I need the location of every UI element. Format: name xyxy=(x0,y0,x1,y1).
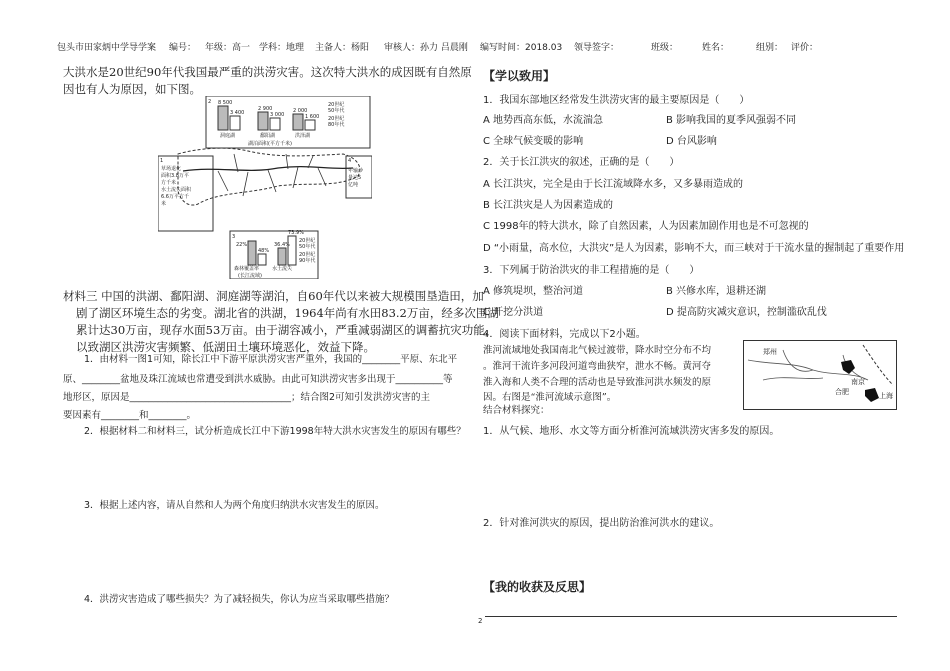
rq1-option-c: C 全球气候变暖的影响 xyxy=(483,136,584,147)
cap-bottom-0: 森林覆盖率 xyxy=(234,266,260,272)
val-top-4: 2 000 xyxy=(293,108,308,114)
val-bottom-0: 73.9% xyxy=(288,230,304,236)
huai-explore: 结合材料探究： xyxy=(483,405,550,416)
legend-bottom-1: 50年代 xyxy=(299,244,316,250)
rq2-option-c: C 1998年的特大洪水，除了自然因素，人为因素加剧作用也是不可忽视的 xyxy=(483,221,809,232)
box1-text-5: 米 xyxy=(161,201,167,207)
question-2: 2．根据材料二和材料三，试分析造成长江中下游1998年特大洪水灾害发生的原因有哪些？ xyxy=(84,426,466,437)
question-1-line-2: 原、________盆地及珠江流域也常遭受到洪水威胁。由此可知洪涝灾害多出现于__________等 xyxy=(63,374,453,385)
question-1-line-4: 要因素有________和________。 xyxy=(63,410,197,421)
cap-bottom-1: 水土流失 xyxy=(272,266,293,272)
huai-river-map xyxy=(743,340,897,410)
page-number: 2 xyxy=(478,617,483,625)
rq1-stem: 1．我国东部地区经常发生洪涝灾害的最主要原因是（ ） xyxy=(483,95,750,106)
box4-text-2: 亿吨 xyxy=(348,182,359,188)
subject: 学科：地理 xyxy=(259,43,305,53)
section-reflection-title: 【我的收获及反思】 xyxy=(483,580,592,594)
box1-text-1: 面积3.8万平 xyxy=(161,173,189,179)
rq2-stem: 2．关于长江洪灾的叙述，正确的是（ ） xyxy=(483,157,680,168)
rq2-option-d: D “小雨量，高水位，大洪灾”是人为因素，影响不大，而三峡对于干流水量的握制起了重要作用 xyxy=(483,243,905,254)
legend-top-1: 50年代 xyxy=(328,108,345,114)
legend-top-2: 20世纪 xyxy=(328,116,345,122)
map-city-zhengzhou: 郑州 xyxy=(763,348,777,356)
box3-label: 3 xyxy=(232,234,236,240)
val-top-5: 1 600 xyxy=(305,114,320,120)
rq3-option-d: D 提高防灾减灾意识，控制滥砍乱伐 xyxy=(666,307,827,318)
box1-text-2: 方千米 xyxy=(161,180,177,186)
rq3-stem: 3．下列属于防治洪灾的非工程措施的是（ ） xyxy=(483,265,700,276)
val-top-0: 8 500 xyxy=(218,100,233,106)
huai-text-2: 。淮河干流许多河段河道弯曲狭窄，泄水不畅。黄河夺 xyxy=(483,361,712,372)
rq1-option-a: A 地势西高东低，水流湍急 xyxy=(483,115,604,126)
question-3: 3．根据上述内容，请从自然和人为两个角度归纳洪水灾害发生的原因。 xyxy=(84,500,385,511)
name-field: 姓名： xyxy=(702,43,730,53)
huai-question-1: 1．从气候、地形、水文等方面分析淮河流域洪涝灾害多发的原因。 xyxy=(483,426,780,437)
cap-top-0: 洞庭湖 xyxy=(220,133,236,139)
class-field: 班级： xyxy=(651,43,679,53)
val-bottom-1: 36.4% xyxy=(274,242,290,248)
material3-line-1: 材料三 中国的洪湖、鄱阳湖、洞庭湖等湖泊，自60年代以来被大规模围垦造田，加 xyxy=(63,289,484,303)
rq1-option-b: B 影响我国的夏季风强弱不同 xyxy=(666,115,797,126)
school-name: 包头市田家炳中学导学案 xyxy=(57,43,157,53)
huai-text-3: 淮入海和人类不合理的活动也是导致淮河洪水频发的原 xyxy=(483,377,712,388)
val-top-2: 2 900 xyxy=(258,106,273,112)
box4-text-1: 量达5 xyxy=(348,175,362,181)
rq3-option-a: A 修筑堤坝，整治河道 xyxy=(483,286,584,297)
box1-text-3: 水土流失面积 xyxy=(161,187,192,193)
map-city-nanjing: 南京 xyxy=(851,378,865,386)
box1-label: 1 xyxy=(160,158,164,164)
cap-bottom-2: (长江流域) xyxy=(238,273,262,279)
group-field: 组别： xyxy=(756,43,784,53)
date: 编写时间：2018.03 xyxy=(480,43,563,53)
cap-top-1: 鄱阳湖 xyxy=(260,133,276,139)
leader-sign: 领导签字： xyxy=(574,43,620,53)
val-bottom-2: 22% xyxy=(236,242,248,248)
box4-text-0: 年输沙 xyxy=(348,168,364,174)
map-city-hefei: 合肥 xyxy=(835,388,849,396)
rq3-option-c: C 开挖分洪道 xyxy=(483,307,544,318)
section-apply-title: 【学以致用】 xyxy=(483,69,556,83)
reflection-answer-line[interactable] xyxy=(485,616,897,617)
material3-line-3: 累计达30万亩，现存水面53万亩。由于湖容减小，严重减弱湖区的调蓄抗灾功能， xyxy=(76,323,497,337)
yangtze-flood-figure xyxy=(158,96,372,279)
rq2-option-b: B 长江洪灾是人为因素造成的 xyxy=(483,200,614,211)
question-1-line-1: 1．由材料一图1可知，除长江中下游平原洪涝灾害严重外，我国的________平原、东北平 xyxy=(84,354,458,365)
legend-bottom-3: 90年代 xyxy=(299,258,316,264)
legend-bottom-0: 20世纪 xyxy=(299,238,316,244)
val-top-3: 3 000 xyxy=(270,112,285,118)
box2-label: 2 xyxy=(208,99,212,105)
huai-text-1: 淮河流域地处我国南北气候过渡带，降水时空分布不均 xyxy=(483,345,712,356)
huai-question-2: 2．针对淮河洪灾的原因，提出防治淮河洪水的建议。 xyxy=(483,518,720,529)
grade: 年级：高一 xyxy=(205,43,251,53)
intro-line-1: 大洪水是20世纪90年代我国最严重的洪涝灾害。这次特大洪水的成因既有自然原 xyxy=(63,65,472,79)
intro-line-2: 因也有人为原因，如下图。 xyxy=(63,82,201,96)
huai-text-4: 因。右图是“淮河流域示意图”。 xyxy=(483,392,617,403)
eval-field: 评价： xyxy=(791,43,819,53)
val-top-1: 3 400 xyxy=(230,110,245,116)
question-4: 4．洪涝灾害造成了哪些损失？为了减轻损失，你认为应当采取哪些措施？ xyxy=(84,594,395,605)
cap-top-2: 洪泽湖 xyxy=(295,133,311,139)
area-caption: 湖泊面积(平方千米) xyxy=(248,141,292,147)
rq1-option-d: D 台风影响 xyxy=(666,136,717,147)
legend-top-0: 20世纪 xyxy=(328,102,345,108)
box1-text-0: 草场退化 xyxy=(161,166,182,172)
preparer: 主备人：杨阳 xyxy=(315,43,370,53)
map-city-shanghai: 上海 xyxy=(879,392,893,400)
box4-label: 4 xyxy=(348,158,352,164)
material3-line-2: 剧了湖区环境生态的劣变。湖北省的洪湖，1964年尚有水田83.2万亩，经多次围湖 xyxy=(76,306,499,320)
doc-no: 编号： xyxy=(169,43,197,53)
val-bottom-3: 48% xyxy=(258,248,270,254)
legend-top-3: 80年代 xyxy=(328,122,345,128)
rq3-option-b: B 兴修水库，退耕还湖 xyxy=(666,286,767,297)
material3-line-4: 以致湖区洪涝灾害频繁、低湖田土壤环境恶化，效益下降。 xyxy=(76,340,375,354)
rq2-option-a: A 长江洪灾，完全是由于长江流域降水多，又多暴雨造成的 xyxy=(483,179,744,190)
question-1-line-3: 地形区，原因是__________________________________；结合图2可知引发洪涝灾害的主 xyxy=(63,392,431,403)
box1-text-4: 6.6万平方千 xyxy=(161,194,189,200)
legend-bottom-2: 20世纪 xyxy=(299,252,316,258)
rq4-stem: 4．阅读下面材料，完成以下2小题。 xyxy=(483,329,646,340)
reviewer: 审核人：孙力 吕晨刚 xyxy=(384,43,468,53)
